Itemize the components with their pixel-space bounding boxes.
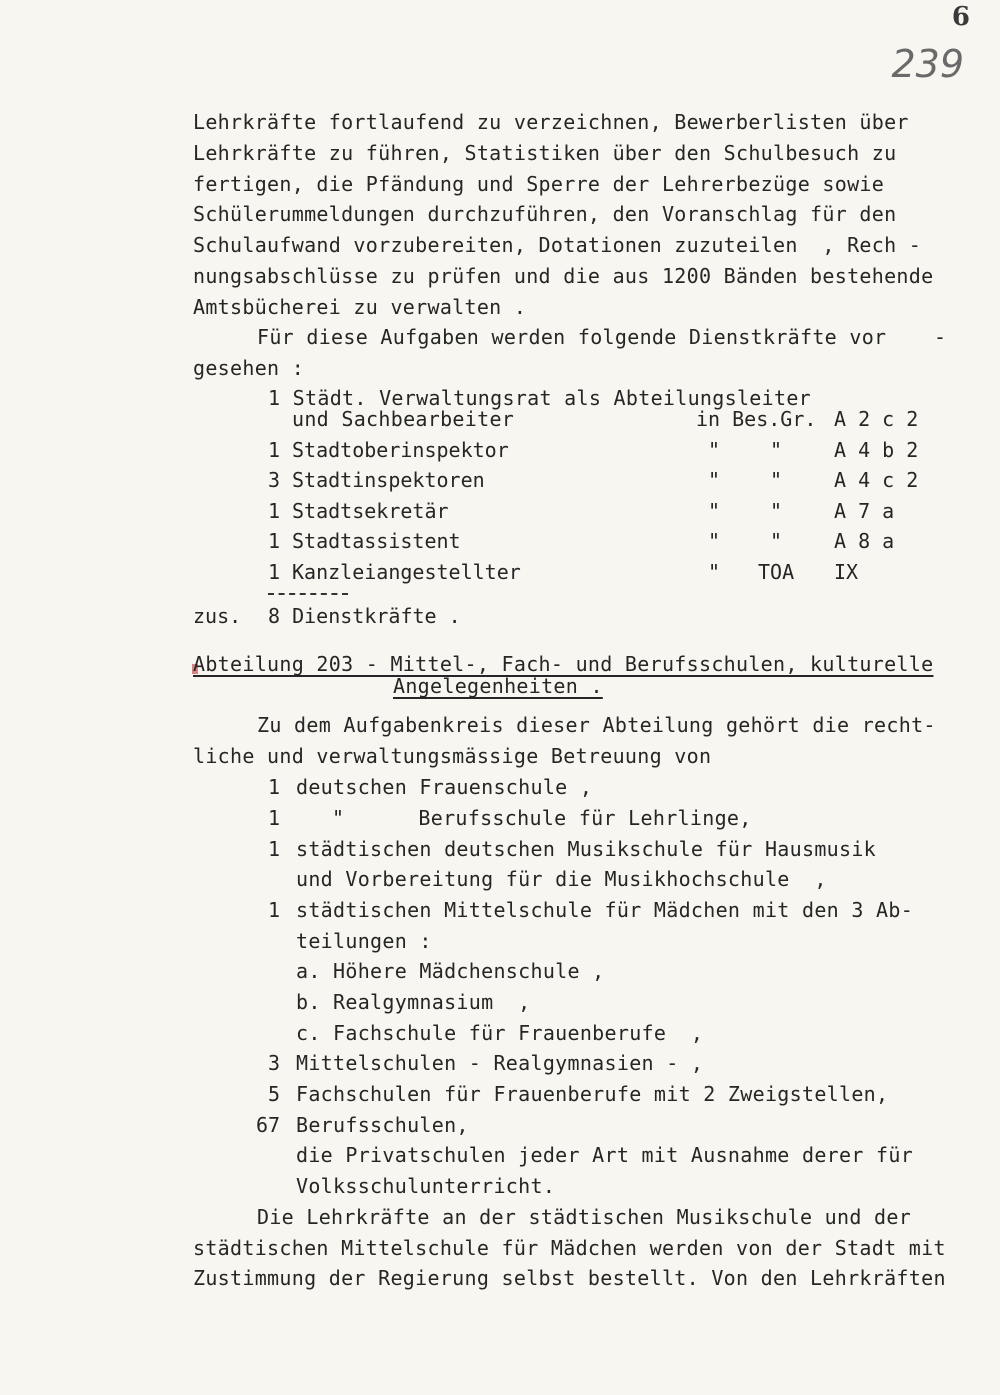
text-line: Zu dem Aufgabenkreis dieser Abteilung gehört die recht- [257,713,936,737]
staff-title: Kanzleiangestellter [292,560,521,584]
text-line: Schülerummeldungen durchzuführen, den Voranschlag für den [193,202,897,226]
text-line: Schulaufwand vorzubereiten, Dotationen zuzuteilen , Rech - [193,233,922,257]
staff-grade: A 2 c 2 [834,407,919,431]
staff-count: 1 [268,499,281,523]
item-count: 1 [268,806,281,830]
staff-grade: A 4 c 2 [834,468,919,492]
staff-grade-label: in Bes.Gr. [696,407,817,431]
text-line: die Privatschulen jeder Art mit Ausnahme derer für [296,1143,914,1167]
staff-count: 1 [268,438,281,462]
item-count: 1 [268,775,281,799]
text-line: Volksschulunterricht. [296,1174,556,1198]
text-line: Amtsbücherei zu verwalten . [193,295,527,319]
ditto-mark: " [708,529,721,553]
total-prefix: zus. [193,604,242,628]
sum-divider [268,593,348,595]
staff-title: Stadtassistent [292,529,461,553]
item-text: Fachschulen für Frauenberufe mit 2 Zweigstellen, [296,1082,889,1106]
text-line: städtischen Mittelschule für Mädchen werden von der Stadt mit [193,1236,946,1260]
text-line: Lehrkräfte fortlaufend zu verzeichnen, Bewerberlisten über [193,110,909,134]
staff-count: 3 [268,468,281,492]
staff-title: Stadtinspektoren [292,468,485,492]
ditto-mark: " [770,529,783,553]
staff-count: 1 [268,560,281,584]
staff-grade: A 4 b 2 [834,438,919,462]
staff-title: Stadtsekretär [292,499,449,523]
text-line: liche und verwaltungsmässige Betreuung von [193,744,712,768]
ditto-mark: " [770,438,783,462]
item-text: Berufsschulen, [296,1113,469,1137]
sub-item: b. Realgymnasium , [296,990,531,1014]
staff-first-line: 1 Städt. Verwaltungsrat als Abteilungsleiter [268,386,812,410]
item-text: städtischen deutschen Musikschule für Hausmusik [296,837,877,861]
item-count: 1 [268,837,281,861]
text-line: Die Lehrkräfte an der städtischen Musikschule und der [257,1205,912,1229]
staff-grade: A 7 a [834,499,895,523]
ditto-mark: " [708,438,721,462]
sub-item: c. Fachschule für Frauenberufe , [296,1021,704,1045]
ditto-mark: " [770,468,783,492]
total-line: 8 Dienstkräfte . [268,604,461,628]
staff-col2: TOA [758,560,795,584]
section-heading: Abteilung 203 - Mittel-, Fach- und Berufsschulen, kulturelle [193,652,934,676]
item-count: 3 [268,1051,281,1075]
item-text: Mittelschulen - Realgymnasien - , [296,1051,704,1075]
page-number: 6 [951,2,970,32]
staff-count: 1 [268,529,281,553]
staff-grade: A 8 a [834,529,895,553]
item-text: und Vorbereitung für die Musikhochschule , [296,867,827,891]
hyphen-dash: - [934,325,947,349]
ditto-mark: " [770,499,783,523]
ditto-mark: " [708,468,721,492]
staff-first-sub: und Sachbearbeiter [292,407,515,431]
text-line: Lehrkräfte zu führen, Statistiken über den Schulbesuch zu [193,141,897,165]
item-text: " Berufsschule für Lehrlinge, [332,806,752,830]
sub-item: a. Höhere Mädchenschule , [296,959,605,983]
ditto-mark: " [708,499,721,523]
item-count: 67 [256,1113,281,1137]
text-line: Für diese Aufgaben werden folgende Dienstkräfte vor [257,325,887,349]
text-line: fertigen, die Pfändung und Sperre der Lehrerbezüge sowie [193,172,885,196]
staff-grade: IX [834,560,859,584]
section-heading-cont: Angelegenheiten . [393,674,603,698]
item-text: städtischen Mittelschule für Mädchen mit den 3 Ab- [296,898,914,922]
ditto-mark: " [708,560,721,584]
text-line: gesehen : [193,356,305,380]
text-line: Zustimmung der Regierung selbst bestellt. Von den Lehrkräften [193,1266,946,1290]
item-text: deutschen Frauenschule , [296,775,593,799]
item-count: 5 [268,1082,281,1106]
item-count: 1 [268,898,281,922]
handwritten-page-number: 239 [891,42,964,86]
item-text: teilungen : [296,929,432,953]
staff-title: Stadtoberinspektor [292,438,509,462]
text-line: nungsabschlüsse zu prüfen und die aus 1200 Bänden bestehende [193,264,934,288]
